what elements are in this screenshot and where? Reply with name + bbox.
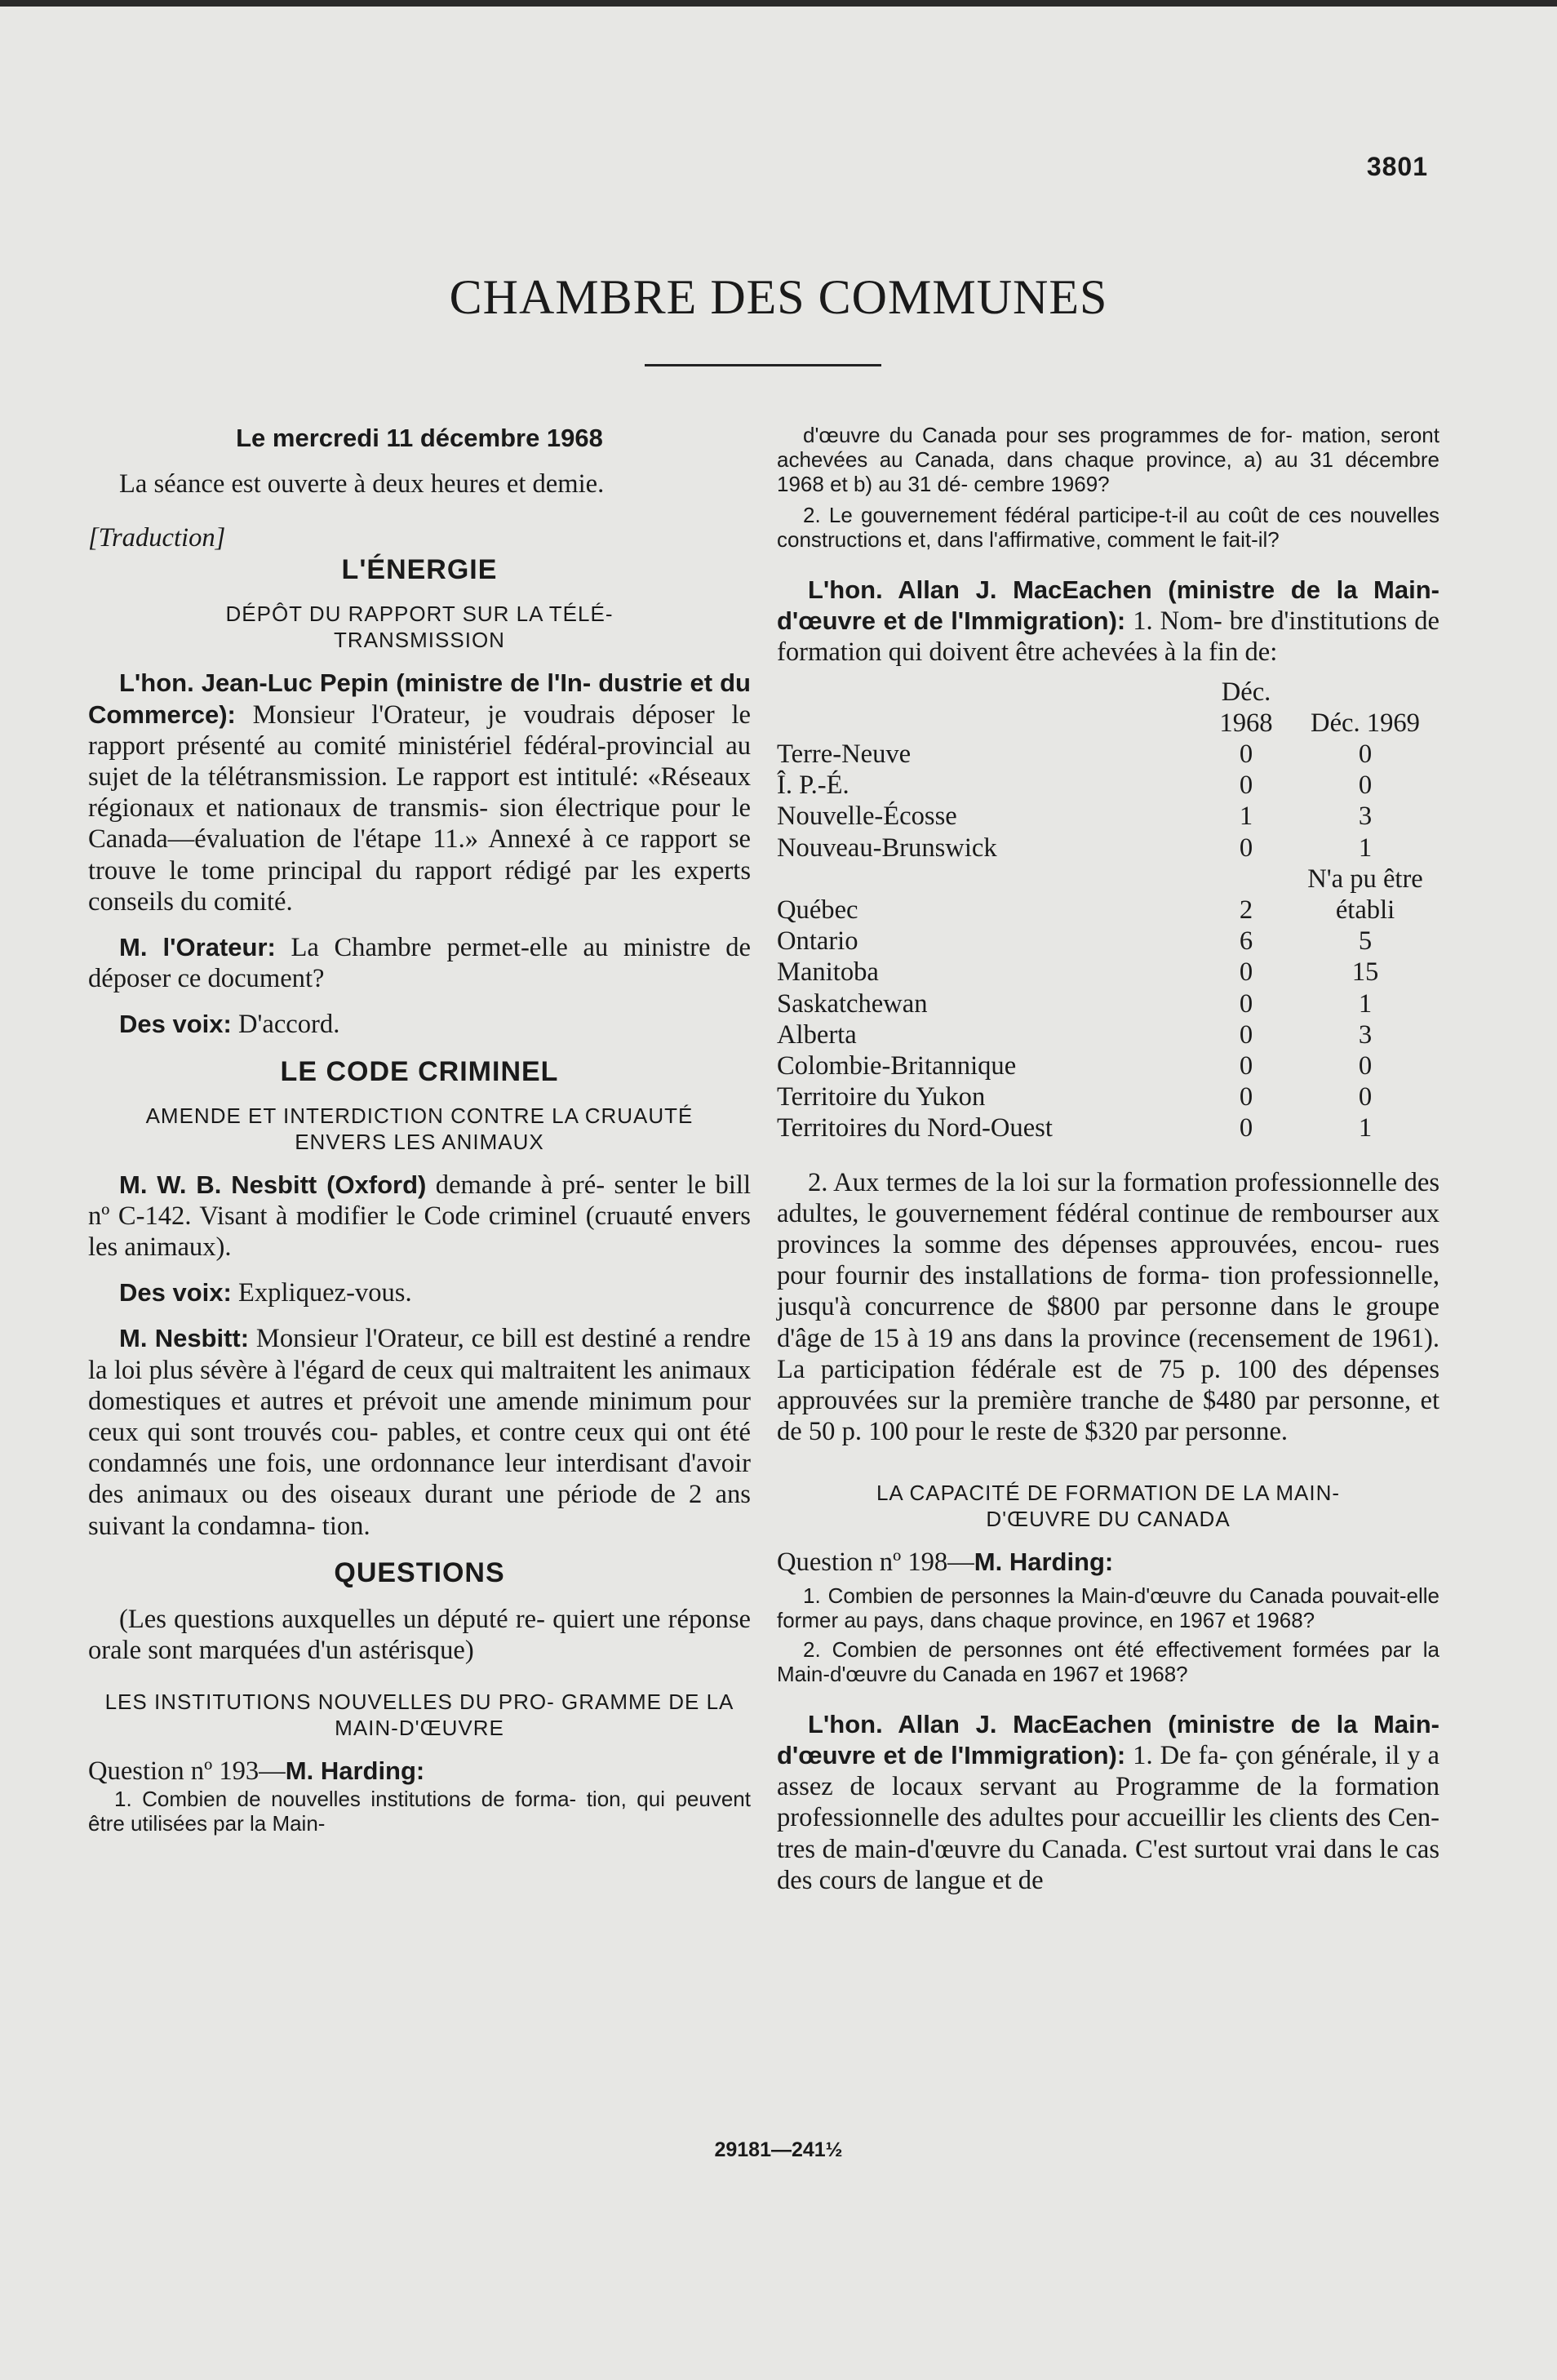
subheading-teletransmission: DÉPÔT DU RAPPORT SUR LA TÉLÉ- TRANSMISSION (225, 602, 614, 653)
value-dec-1968: 6 (1239, 926, 1253, 957)
province-name: Nouveau-Brunswick (777, 833, 997, 863)
table-row (777, 864, 1439, 895)
speaker-maceachen-2: L'hon. Allan J. MacEachen (ministre de la Main-d'œuvre et de l'Immigration): (777, 1709, 1439, 1769)
nesbitt-explanation-text: Monsieur l'Orateur, ce bill est destiné a rendre la loi plus sévère à l'égard de ceux qui maltraitent les animaux domestiques et autres et prévoit une amende minimum pour ceux qui sont trouvés cou- pables, et contre ceux qui ont été condamnés une fois, une ordonnance leur interdisant d'avoir des animaux ou des oiseaux durant une période de 2 ans suivant la condamna- tion. (88, 1324, 752, 1541)
value-dec-1969: 0 (1358, 1051, 1373, 1081)
table-header-row (777, 677, 1439, 739)
value-dec-1969: N'a pu être (1307, 864, 1423, 894)
value-dec-1969: établi (1335, 895, 1395, 926)
province-name (777, 864, 1201, 895)
province-name: Territoires du Nord-Ouest (777, 1113, 1053, 1143)
print-code: 29181—241½ (714, 2138, 843, 2161)
value-dec-1968: 0 (1239, 988, 1253, 1019)
value-dec-1968: 1 (1239, 801, 1253, 832)
value-dec-1968: 0 (1239, 739, 1253, 770)
answer-part-2: 2. Aux termes de la loi sur la formation professionnelle des adultes, le gouvernement fédéral continue de rembourser aux provinces la somme des dépenses approuvées, encou- rues pour fournir des installations de forma- tion professionnelle, jusqu'à concurrence de $800 par personne dans le groupe d'âge de 15 à 19 ans dans la province (recensement de 1961). La participation fédérale est de 75 p. 100 des dépenses approuvées sur la première tranche de $480 par personne, et de 50 p. 100 pour le reste de $320 par personne. (777, 1167, 1439, 1447)
value-dec-1969: 1 (1358, 833, 1373, 863)
page-title: CHAMBRE DES COMMUNES (449, 270, 1108, 324)
table-row (777, 833, 1439, 864)
value-dec-1968: 0 (1239, 957, 1253, 988)
province-name: Î. P.-É. (777, 770, 849, 801)
subheading-capacity: LA CAPACITÉ DE FORMATION DE LA MAIN-D'ŒUVRE DU CANADA (876, 1481, 1341, 1532)
voices-explain-text: Expliquez-vous. (231, 1278, 412, 1308)
value-dec-1969: 3 (1358, 801, 1373, 832)
heading-energy: L'ÉNERGIE (341, 554, 498, 586)
table-row (777, 988, 1439, 1019)
value-dec-1969: 3 (1358, 1019, 1373, 1050)
opening-paragraph: La séance est ouverte à deux heures et demie. (119, 469, 605, 499)
maceachen-answer-1 (777, 575, 1439, 668)
question-193-label: Question nº 193— (88, 1756, 286, 1787)
maceachen-answer-2-text: 1. De fa- çon générale, il y a assez de locaux servant au Programme de la formation professionnelle des adultes pour accueillir les clients des Cen- tres de main-d'œuvre du Canada. C'est surtout vrai dans le cas des cours de langue et de (777, 1740, 1439, 1895)
value-dec-1969: 5 (1358, 926, 1373, 957)
sitting-date: Le mercredi 11 décembre 1968 (236, 424, 603, 452)
value-dec-1969: 0 (1358, 739, 1373, 770)
institutions-table (777, 677, 1439, 1144)
table-row (777, 926, 1439, 957)
table-row (777, 1019, 1439, 1050)
table-row (777, 1050, 1439, 1081)
province-name: Terre-Neuve (777, 739, 912, 770)
speaker-orateur: M. l'Orateur: (119, 933, 276, 962)
questions-note: (Les questions auxquelles un député re- quiert une réponse orale sont marquées d'un astérisque) (88, 1604, 751, 1666)
question-198-label: Question nº 198— (777, 1547, 974, 1578)
speaker-nesbitt-oxford: M. W. B. Nesbitt (Oxford) (119, 1170, 427, 1199)
speaker-voices-2: Des voix: (119, 1278, 232, 1308)
speaker-question (88, 932, 751, 994)
voices-agree (88, 1009, 751, 1040)
province-name: Nouvelle-Écosse (777, 801, 957, 832)
table-row (777, 1081, 1439, 1112)
province-name: Manitoba (777, 957, 879, 988)
orateur-text: La Chambre permet-elle au ministre de déposer ce document? (88, 933, 751, 994)
question-193-asker: M. Harding: (285, 1756, 425, 1786)
question-193-continued: d'œuvre du Canada pour ses programmes de for- mation, seront achevées au Canada, dans chaque province, a) au 31 décembre 1968 et b) au 31 dé- cembre 1969? (777, 423, 1439, 496)
table-row (777, 957, 1439, 988)
value-dec-1968: 0 (1239, 1019, 1253, 1050)
title-rule (645, 364, 881, 366)
subheading-institutions: LES INSTITUTIONS NOUVELLES DU PRO- GRAMME DE LA MAIN-D'ŒUVRE (104, 1690, 734, 1741)
province-name: Québec (777, 895, 858, 926)
value-dec-1969: 0 (1358, 1082, 1373, 1112)
header-dec-1969: Déc. 1969 (1311, 708, 1420, 738)
maceachen-answer-1-text: 1. Nom- bre d'institutions de formation qui doivent être achevées à la fin de: (777, 606, 1439, 668)
left-column (88, 423, 751, 1836)
value-dec-1968: 0 (1239, 1051, 1253, 1081)
pepin-text: Monsieur l'Orateur, je voudrais déposer le rapport présenté au comité ministériel fédéral-provincial au sujet de la télétransmission. Le rapport est intitulé: «Réseaux régionaux et nationaux de transmis- sion électrique pour le Canada—évaluation de l'étape 11.» Annexé à ce rapport se trouve le tome principal du rapport rédigé par les experts conseils du comité. (88, 699, 751, 917)
province-name: Territoire du Yukon (777, 1082, 986, 1112)
value-dec-1968: 0 (1239, 1082, 1253, 1112)
translation-note: [Traduction] (88, 523, 226, 553)
table-row (777, 739, 1439, 770)
table-row (777, 770, 1439, 801)
province-name: Ontario (777, 926, 858, 957)
maceachen-answer-2 (777, 1709, 1439, 1896)
speaker-nesbitt: M. Nesbitt: (119, 1324, 250, 1353)
heading-criminal-code: LE CODE CRIMINEL (280, 1055, 559, 1087)
pepin-statement (88, 668, 751, 917)
question-198-asker: M. Harding: (974, 1547, 1114, 1577)
question-198 (777, 1547, 1439, 1578)
value-dec-1969: 0 (1358, 770, 1373, 801)
value-dec-1968: 0 (1239, 833, 1253, 863)
voices-text: D'accord. (231, 1010, 340, 1040)
nesbitt-motion (88, 1170, 751, 1263)
value-dec-1969: 15 (1351, 957, 1379, 988)
speaker-voices: Des voix: (119, 1010, 232, 1039)
value-dec-1969: 1 (1358, 988, 1373, 1019)
heading-questions: QUESTIONS (334, 1556, 505, 1588)
page-number: 3801 (1366, 152, 1428, 181)
question-193-part1: 1. Combien de nouvelles institutions de forma- tion, qui peuvent être utilisées par la Main- (88, 1787, 751, 1836)
province-name: Alberta (777, 1019, 857, 1050)
top-edge (0, 0, 1557, 7)
table-row (777, 895, 1439, 926)
value-dec-1969: 1 (1358, 1113, 1373, 1143)
voices-explain (88, 1277, 751, 1308)
table-row (777, 801, 1439, 832)
province-name: Colombie-Britannique (777, 1051, 1017, 1081)
subheading-cruelty: AMENDE ET INTERDICTION CONTRE LA CRUAUTÉ ENVERS LES ANIMAUX (145, 1103, 694, 1154)
speaker-pepin: L'hon. Jean-Luc Pepin (ministre de l'In- dustrie et du Commerce): (88, 668, 751, 729)
value-dec-1968: 0 (1239, 1113, 1253, 1143)
nesbitt-motion-text: demande à pré- senter le bill nº C-142. Visant à modifier le Code criminel (cruauté envers les animaux). (88, 1170, 752, 1263)
header-dec-1968: Déc. 1968 (1219, 677, 1273, 738)
value-dec-1968 (1201, 864, 1291, 895)
question-193-part2: 2. Le gouvernement fédéral participe-t-il au coût de ces nouvelles constructions et, dans l'affirmative, comment le fait-il? (777, 503, 1439, 552)
value-dec-1968: 2 (1239, 895, 1253, 926)
right-column (777, 423, 1439, 1896)
question-193 (88, 1756, 751, 1787)
province-name: Saskatchewan (777, 988, 928, 1019)
nesbitt-explanation (88, 1323, 751, 1541)
question-198-part2: 2. Combien de personnes ont été effectivement formées par la Main-d'œuvre du Canada en 1967 et 1968? (777, 1636, 1439, 1686)
table-row (777, 1112, 1439, 1143)
speaker-maceachen: L'hon. Allan J. MacEachen (ministre de la Main-d'œuvre et de l'Immigration): (777, 575, 1439, 636)
question-198-part1: 1. Combien de personnes la Main-d'œuvre du Canada pouvait-elle former au pays, dans chaque province, en 1967 et 1968? (777, 1583, 1439, 1632)
value-dec-1968: 0 (1239, 770, 1253, 801)
